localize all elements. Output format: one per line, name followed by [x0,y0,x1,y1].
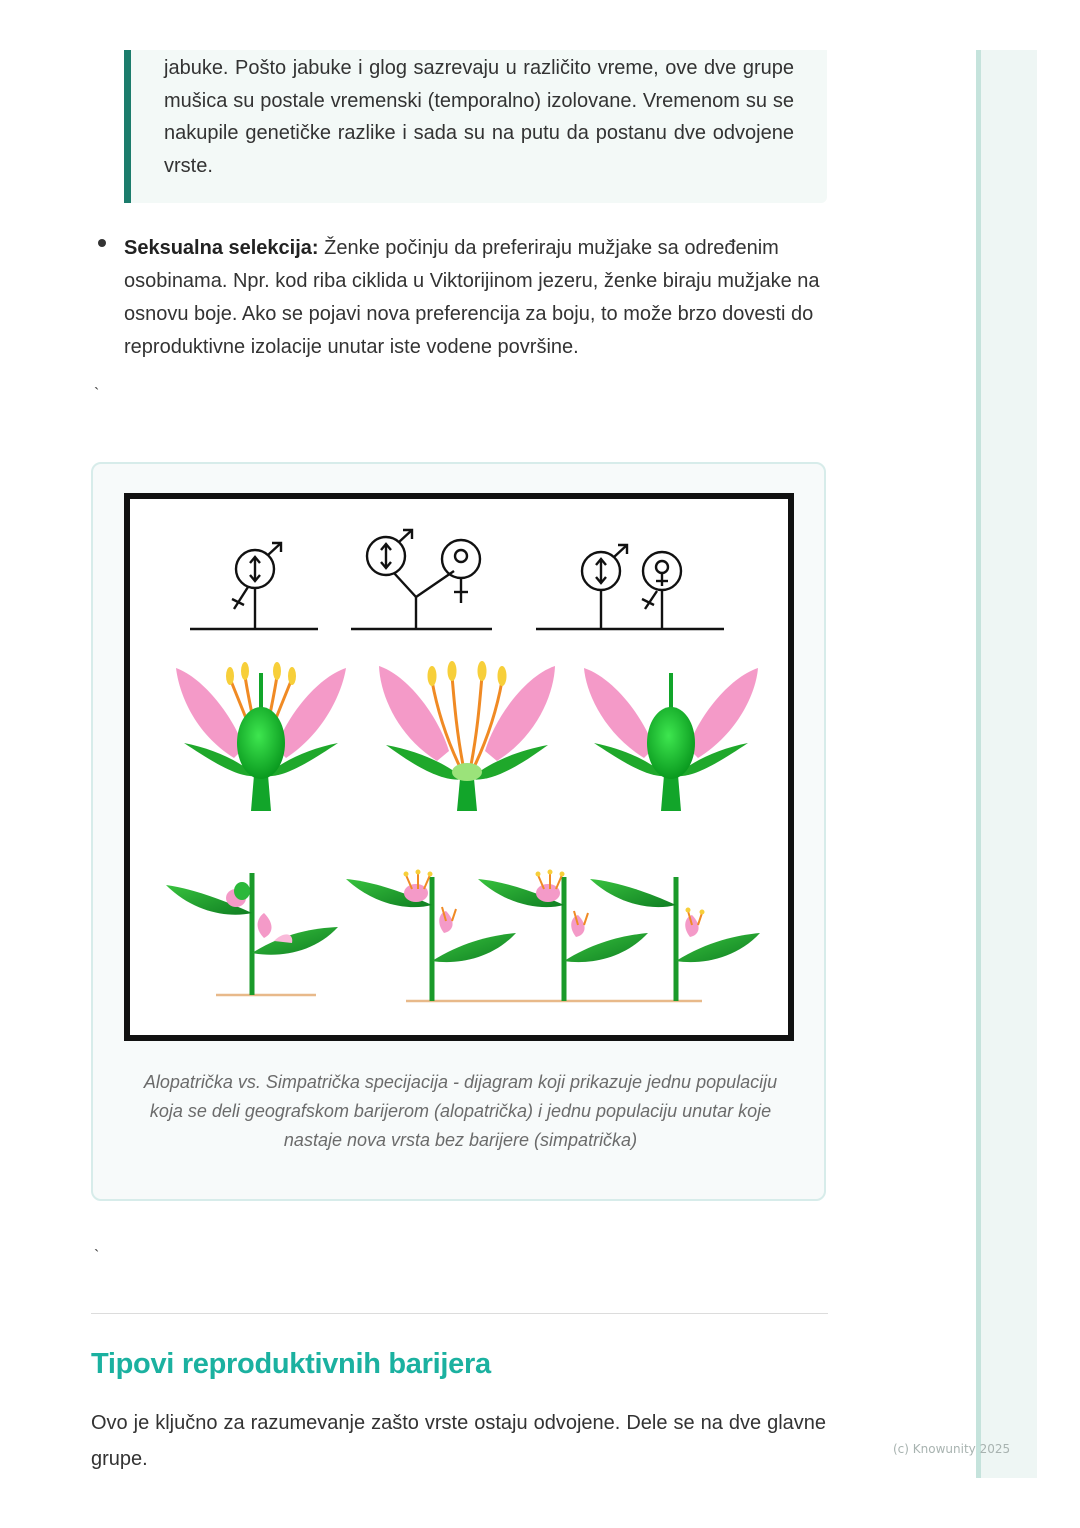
figure-card [91,462,826,1201]
quote-text: jabuke. Pošto jabuke i glog sazrevaju u različito vreme, ove dve grupe mušica su postale vremenski (temporalno) izolovane. Vremenom su se nakupile genetičke razlike i sada su na putu da postanu dve odvojene vrste. [164,57,794,177]
bullet-sexual-selection [124,232,829,364]
figure-caption: Alopatrička vs. Simpatrička specijacija - dijagram koji prikazuje jednu populaciju koja se deli geografskom barijerom (alopatrička) i jednu populaciju unutar koje nastaje nova vrsta bez barijere (simpatrička) [143,1072,778,1150]
section-heading: Tipovi reproduktivnih barijera [91,1348,491,1380]
bullet-dot [98,239,106,247]
speciation-diagram [124,493,798,1043]
tick-mark: ` [94,386,100,403]
right-side-panel [976,50,1037,1478]
section-divider [91,1313,828,1314]
section-body: Ovo je ključno za razumevanje zašto vrste ostaju odvojene. Dele se na dve glavne grupe. [91,1412,826,1470]
quote-block [124,50,827,203]
bullet-text: Ženke počinju da preferiraju mužjake sa određenim osobinama. Npr. kod riba ciklida u Viktorijinom jezeru, ženke biraju mužjake na osnovu boje. Ako se pojavi nova preferencija za boju, to može brzo dovesti do reproduktivne izolacije unutar iste vodene površine. [124,237,820,358]
copyright-note: (c) Knowunity 2025 [893,1442,1011,1456]
bullet-term: Seksualna selekcija: [124,237,319,259]
tick-mark-2: ` [94,1248,100,1265]
